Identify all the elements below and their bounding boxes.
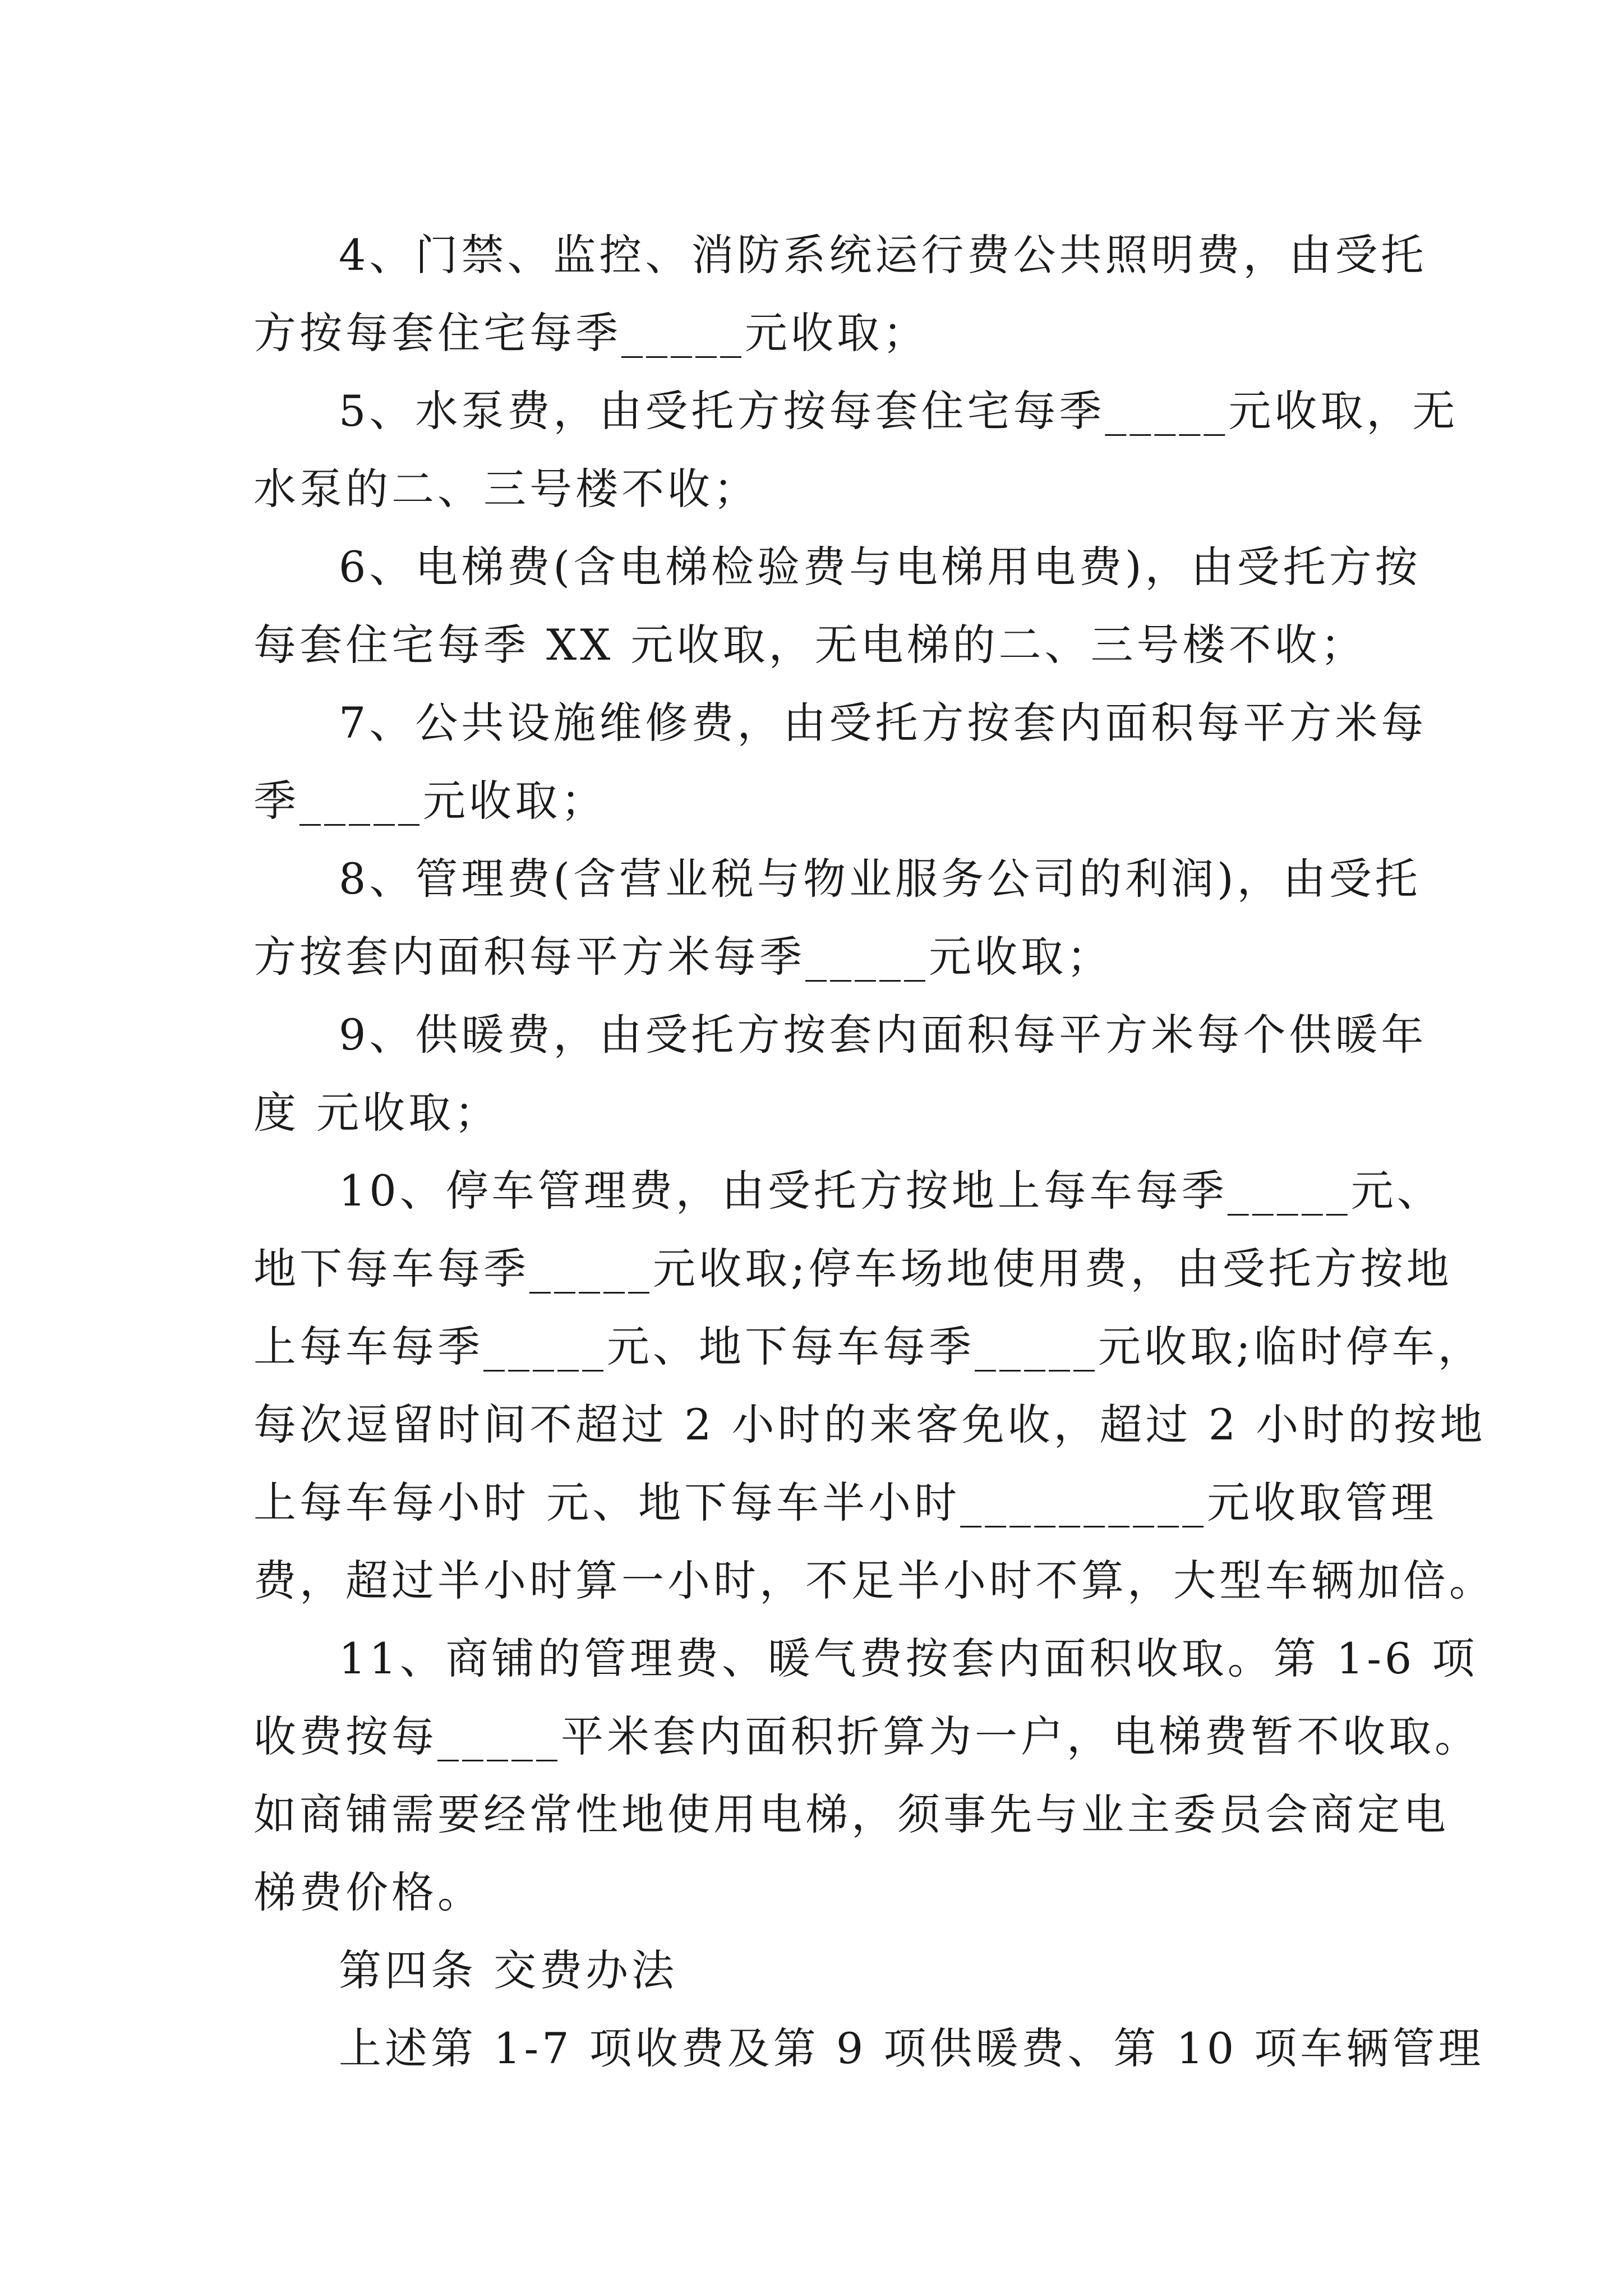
text-line: 7、公共设施维修费，由受托方按套内面积每平方米每	[339, 698, 1427, 748]
text-line: 5、水泵费，由受托方按每套住宅每季_____元收取，无	[339, 386, 1459, 436]
text-line: 每次逗留时间不超过 2 小时的来客免收，超过 2 小时的按地	[253, 1400, 1486, 1450]
text-line: 方按套内面积每平方米每季_____元收取；	[253, 932, 1113, 982]
text-line: 度 元收取；	[253, 1088, 501, 1138]
document-body	[253, 216, 1495, 2087]
text-line: 收费按每_____平米套内面积折算为一户，电梯费暂不收取。	[253, 1711, 1481, 1761]
text-line: 上每车每小时 元、地下每车半小时__________元收取管理	[253, 1478, 1437, 1527]
text-line: 上述第 1-7 项收费及第 9 项供暖费、第 10 项车辆管理	[339, 2023, 1484, 2073]
text-line: 4、门禁、监控、消防系统运行费公共照明费，由受托	[339, 230, 1427, 280]
text-line: 9、供暖费，由受托方按套内面积每平方米每个供暖年	[339, 1010, 1427, 1060]
text-line: 地下每车每季_____元收取;停车场地使用费，由受托方按地	[253, 1244, 1453, 1294]
text-line: 如商铺需要经常性地使用电梯，须事先与业主委员会商定电	[253, 1789, 1449, 1839]
text-line: 11、商铺的管理费、暖气费按套内面积收取。第 1-6 项	[339, 1634, 1478, 1683]
text-line: 梯费价格。	[253, 1867, 483, 1917]
text-line: 10、停车管理费，由受托方按地上每车每季_____元、	[339, 1166, 1443, 1216]
section-heading: 第四条 交费办法	[339, 1945, 678, 1995]
text-line: 上每车每季_____元、地下每车每季_____元收取;临时停车，	[253, 1322, 1484, 1372]
text-line: 水泵的二、三号楼不收；	[253, 464, 759, 514]
text-line: 6、电梯费(含电梯检验费与电梯用电费)，由受托方按	[339, 542, 1421, 592]
text-line: 方按每套住宅每季_____元收取；	[253, 308, 929, 358]
text-line: 费，超过半小时算一小时，不足半小时不算，大型车辆加倍。	[253, 1556, 1495, 1605]
text-line: 8、管理费(含营业税与物业服务公司的利润)，由受托	[339, 854, 1421, 904]
text-line: 季_____元收取；	[253, 776, 607, 826]
text-line: 每套住宅每季 XX 元收取，无电梯的二、三号楼不收；	[253, 620, 1367, 670]
